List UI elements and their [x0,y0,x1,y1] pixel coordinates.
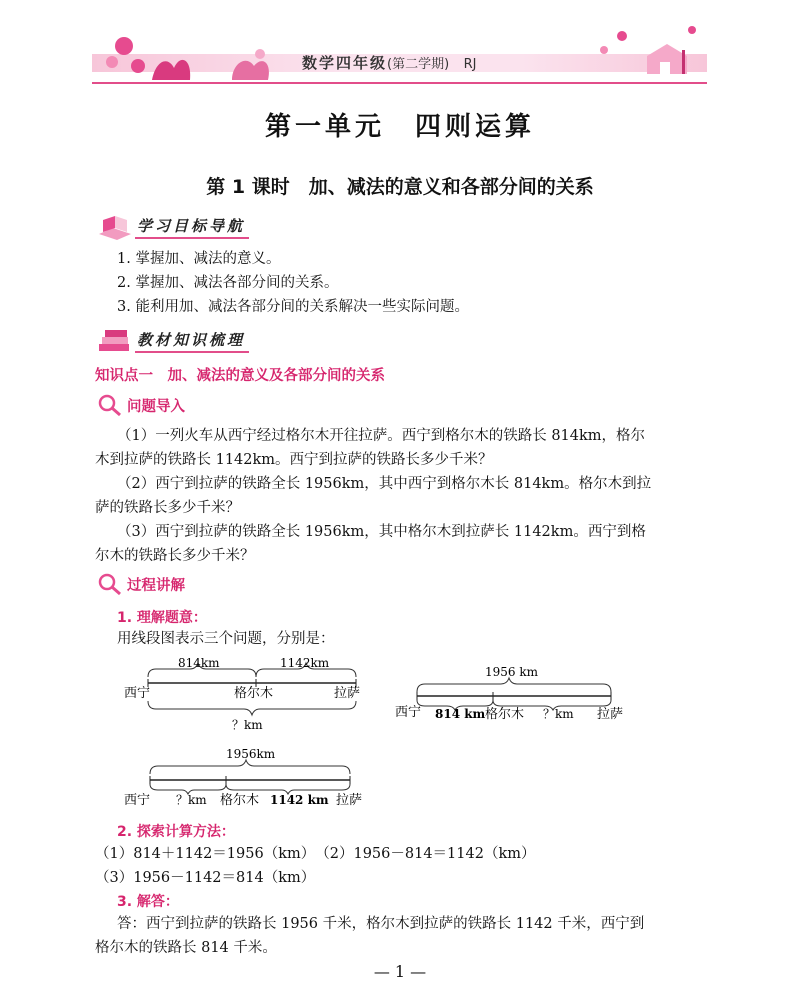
seg2-label: 1142km [280,656,330,670]
goal-item: 2. 掌握加、减法各部分间的关系。 [117,275,339,291]
page-header [92,10,707,90]
line-diagram-1 [120,655,380,735]
end-label: 拉萨 [597,707,624,722]
problem-line: 萨的铁路长多少千米？ [95,500,240,516]
total-label: ？km [232,718,263,732]
line-diagram-3 [120,744,370,810]
answer [95,912,715,960]
seg1-label: 814km [178,656,220,670]
problem-line: （1）一列火车从西宁经过格尔木开往拉萨。西宁到格尔木的铁路长 814km，格尔 [117,428,646,444]
brace-top [150,760,350,774]
mid-label: 格尔木 [485,707,525,722]
start-label: 西宁 [395,705,422,720]
header-decoration [92,10,707,90]
answer-line: 格尔木的铁路长 814 千米。 [95,940,277,956]
knowledge-heading: 教材知识梳理 [95,326,249,356]
goal-item: 1. 掌握加、减法的意义。 [117,251,281,267]
total-label: 1956km [226,747,276,761]
seg1-label: 814 km [435,707,486,721]
brace-top [417,678,611,692]
process-heading: 过程讲解 [97,572,185,596]
seg2-label: 1142 km [270,793,329,807]
step1-title: 1. 理解题意： [117,610,207,626]
mid-label: 格尔木 [234,686,274,701]
knowledge-point-title: 知识点一 加、减法的意义及各部分间的关系 [95,368,385,384]
intro-heading: 问题导入 [97,393,185,417]
books-stack-icon [95,326,135,356]
goal-item: 3. 能利用加、减法各部分间的关系解决一些实际问题。 [117,299,469,315]
unit-title: 第一单元 四则运算 [264,112,535,142]
mid-label: 格尔木 [220,793,260,808]
end-label: 拉萨 [334,686,361,701]
book-icon [95,212,135,242]
calc-lines [95,842,535,890]
problem-line: （2）西宁到拉萨的铁路全长 1956km，其中西宁到格尔木长 814km。格尔木到拉 [117,476,652,492]
problem-line: （3）西宁到拉萨的铁路全长 1956km，其中格尔木到拉萨长 1142km。西宁到格 [117,524,646,540]
answer-line: 答：西宁到拉萨的铁路长 1956 千米，格尔木到拉萨的铁路长 1142 千米，西宁到 [117,916,645,932]
start-label: 西宁 [124,686,151,701]
goals-list [117,247,469,319]
header-title: 数学四年级(第二学期) RJ [302,54,477,72]
problem-line: 尔木的铁路长多少千米？ [95,548,255,564]
seg2-label: ？km [543,707,574,721]
calc-line: （1）814＋1142＝1956（km） （2）1956－814＝1142（km） [95,846,536,862]
start-label: 西宁 [124,793,151,808]
calc-line: （3）1956－1142＝814（km） [95,870,316,886]
intro-problems [95,424,715,568]
step2-title: 2. 探索计算方法： [117,824,235,840]
brace-bottom [148,701,356,715]
line-diagram-2 [395,662,640,722]
end-label: 拉萨 [336,793,363,808]
magnifier-icon [97,572,123,596]
step3-title: 3. 解答： [117,894,179,910]
step1-text: 用线段图表示三个问题，分别是： [117,631,335,647]
page-number: — 1 — [373,962,427,981]
goals-heading: 学习目标导航 [95,212,249,242]
seg1-label: ？km [176,793,207,807]
magnifier-icon [97,393,123,417]
header-rule [92,82,707,84]
total-label: 1956 km [485,665,539,679]
problem-line: 木到拉萨的铁路长 1142km。西宁到拉萨的铁路长多少千米？ [95,452,493,468]
lesson-title: 第 1 课时 加、减法的意义和各部分间的关系 [206,176,594,198]
